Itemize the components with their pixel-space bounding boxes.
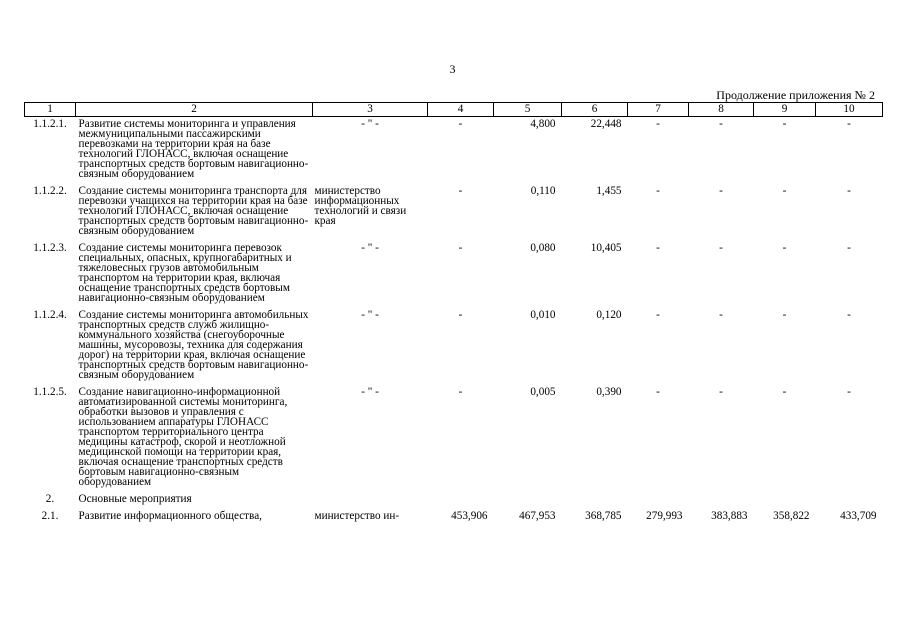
page-number: 3	[449, 62, 456, 76]
header-cell: 9	[754, 103, 816, 117]
row-name: Развитие системы мониторинга и управления межмуниципальными пассажирскими перевозками на территории края на базе технологий ГЛОНАСС, включая оснащение транспортных средств бортовым навигационно-связным оборудованием	[78, 118, 309, 180]
header-cell: 5	[494, 103, 562, 117]
row-value-10: -	[847, 309, 851, 321]
row-value-8: -	[719, 185, 723, 197]
table-row	[25, 308, 883, 385]
table-row	[25, 117, 883, 185]
header-cell: 1	[25, 103, 76, 117]
row-value-4: -	[458, 386, 463, 398]
header-cell: 7	[628, 103, 689, 117]
row-executor	[313, 492, 428, 509]
row-number: 1.1.2.4.	[33, 309, 67, 321]
row-value-9: -	[782, 118, 787, 130]
row-value-5: 0,010	[530, 309, 556, 321]
row-value-5: 0,005	[530, 386, 556, 398]
row-executor: - " -	[361, 309, 379, 321]
row-value-9	[754, 492, 816, 509]
table-row	[25, 241, 883, 308]
row-number: 1.1.2.3.	[33, 242, 67, 254]
row-value-6: 10,405	[590, 242, 622, 254]
row-number: 2.	[45, 493, 55, 505]
header-cell: 3	[313, 103, 428, 117]
row-value-9: 358,822	[773, 510, 810, 522]
row-value-4: -	[458, 185, 463, 197]
row-name: Основные мероприятия	[78, 493, 192, 505]
row-name: Создание системы мониторинга транспорта для перевозки учащихся на территории края на базе технологий ГЛОНАСС, включая оснащение транспортных средств бортовым навигационно-связным оборудованием	[78, 185, 309, 237]
header-cell: 8	[689, 103, 754, 117]
row-value-8: -	[719, 242, 723, 254]
row-executor: министерство информационных технологий и связи края	[314, 185, 407, 227]
row-number: 1.1.2.1.	[33, 118, 67, 130]
row-value-7: -	[656, 185, 660, 197]
row-value-7: -	[656, 309, 660, 321]
appendix-continuation-note: Продолжение приложения № 2	[716, 88, 875, 102]
row-name: Развитие информационного общества,	[78, 510, 262, 522]
row-value-6: 0,120	[596, 309, 622, 321]
row-value-6: 22,448	[590, 118, 622, 130]
header-cell: 2	[76, 103, 313, 117]
row-value-9: -	[782, 309, 787, 321]
row-executor: министерство ин-	[314, 510, 400, 522]
row-value-5: 467,953	[519, 510, 556, 522]
row-value-8	[689, 492, 754, 509]
row-name: Создание системы мониторинга автомобильных транспортных средств служб жилищно-коммунального хозяйства (снегоуборочные машины, мусоровозы, техника для содержания дорог) на территории края, включая оснащение транспортных средств бортовым навигационно-связным оборудованием	[78, 309, 309, 381]
row-value-5: 4,800	[530, 118, 556, 130]
row-value-5	[494, 492, 562, 509]
row-value-8: -	[719, 309, 723, 321]
row-value-7: -	[656, 386, 660, 398]
row-value-4	[428, 492, 494, 509]
row-value-7	[628, 492, 689, 509]
row-executor: - " -	[361, 386, 379, 398]
row-value-10: -	[847, 386, 851, 398]
row-value-5: 0,110	[530, 185, 556, 197]
row-number: 1.1.2.5.	[33, 386, 67, 398]
row-executor: - " -	[361, 242, 379, 254]
section-row	[25, 492, 883, 509]
header-row	[25, 103, 883, 117]
row-value-4: -	[458, 242, 463, 254]
row-value-5: 0,080	[530, 242, 556, 254]
row-value-10: -	[847, 242, 851, 254]
row-value-6: 1,455	[596, 185, 622, 197]
row-value-8: 383,883	[711, 510, 748, 522]
row-value-6	[562, 492, 628, 509]
row-name: Создание навигационно-информационной автоматизированной системы мониторинга, обработки вызовов и управления с использованием аппаратуры ГЛОНАСС транспортом территориального центра медицины катастроф, скорой и неотложной медицинской помощи на территории края, включая оснащение транспортных средств бортовым навигационно-связным оборудованием	[78, 386, 288, 488]
header-cell: 10	[816, 103, 883, 117]
row-name: Создание системы мониторинга перевозок специальных, опасных, крупногабаритных и тяжеловесных грузов автомобильным транспортом на территории края, включая оснащение транспортных средств бортовым навигационно-связным оборудованием	[78, 242, 292, 304]
row-number: 1.1.2.2.	[33, 185, 67, 197]
row-value-7: 279,993	[646, 510, 683, 522]
row-value-6: 368,785	[585, 510, 622, 522]
row-value-8: -	[719, 118, 723, 130]
row-value-4: -	[458, 118, 463, 130]
program-table	[24, 102, 883, 526]
row-value-8: -	[719, 386, 723, 398]
row-value-7: -	[656, 118, 660, 130]
row-value-6: 0,390	[596, 386, 622, 398]
row-value-7: -	[656, 242, 660, 254]
row-executor: - " -	[361, 118, 379, 130]
table-row	[25, 509, 883, 526]
row-value-9: -	[782, 386, 787, 398]
row-value-10: -	[847, 185, 851, 197]
row-value-10: 433,709	[840, 510, 877, 522]
row-value-9: -	[782, 242, 787, 254]
row-value-4: 453,906	[451, 510, 488, 522]
row-value-10	[816, 492, 883, 509]
table-row	[25, 184, 883, 241]
header-cell: 6	[562, 103, 628, 117]
table-row	[25, 385, 883, 492]
row-value-4: -	[458, 309, 463, 321]
row-number: 2.1.	[41, 510, 59, 522]
row-value-10: -	[847, 118, 851, 130]
row-value-9: -	[782, 185, 787, 197]
header-cell: 4	[428, 103, 494, 117]
